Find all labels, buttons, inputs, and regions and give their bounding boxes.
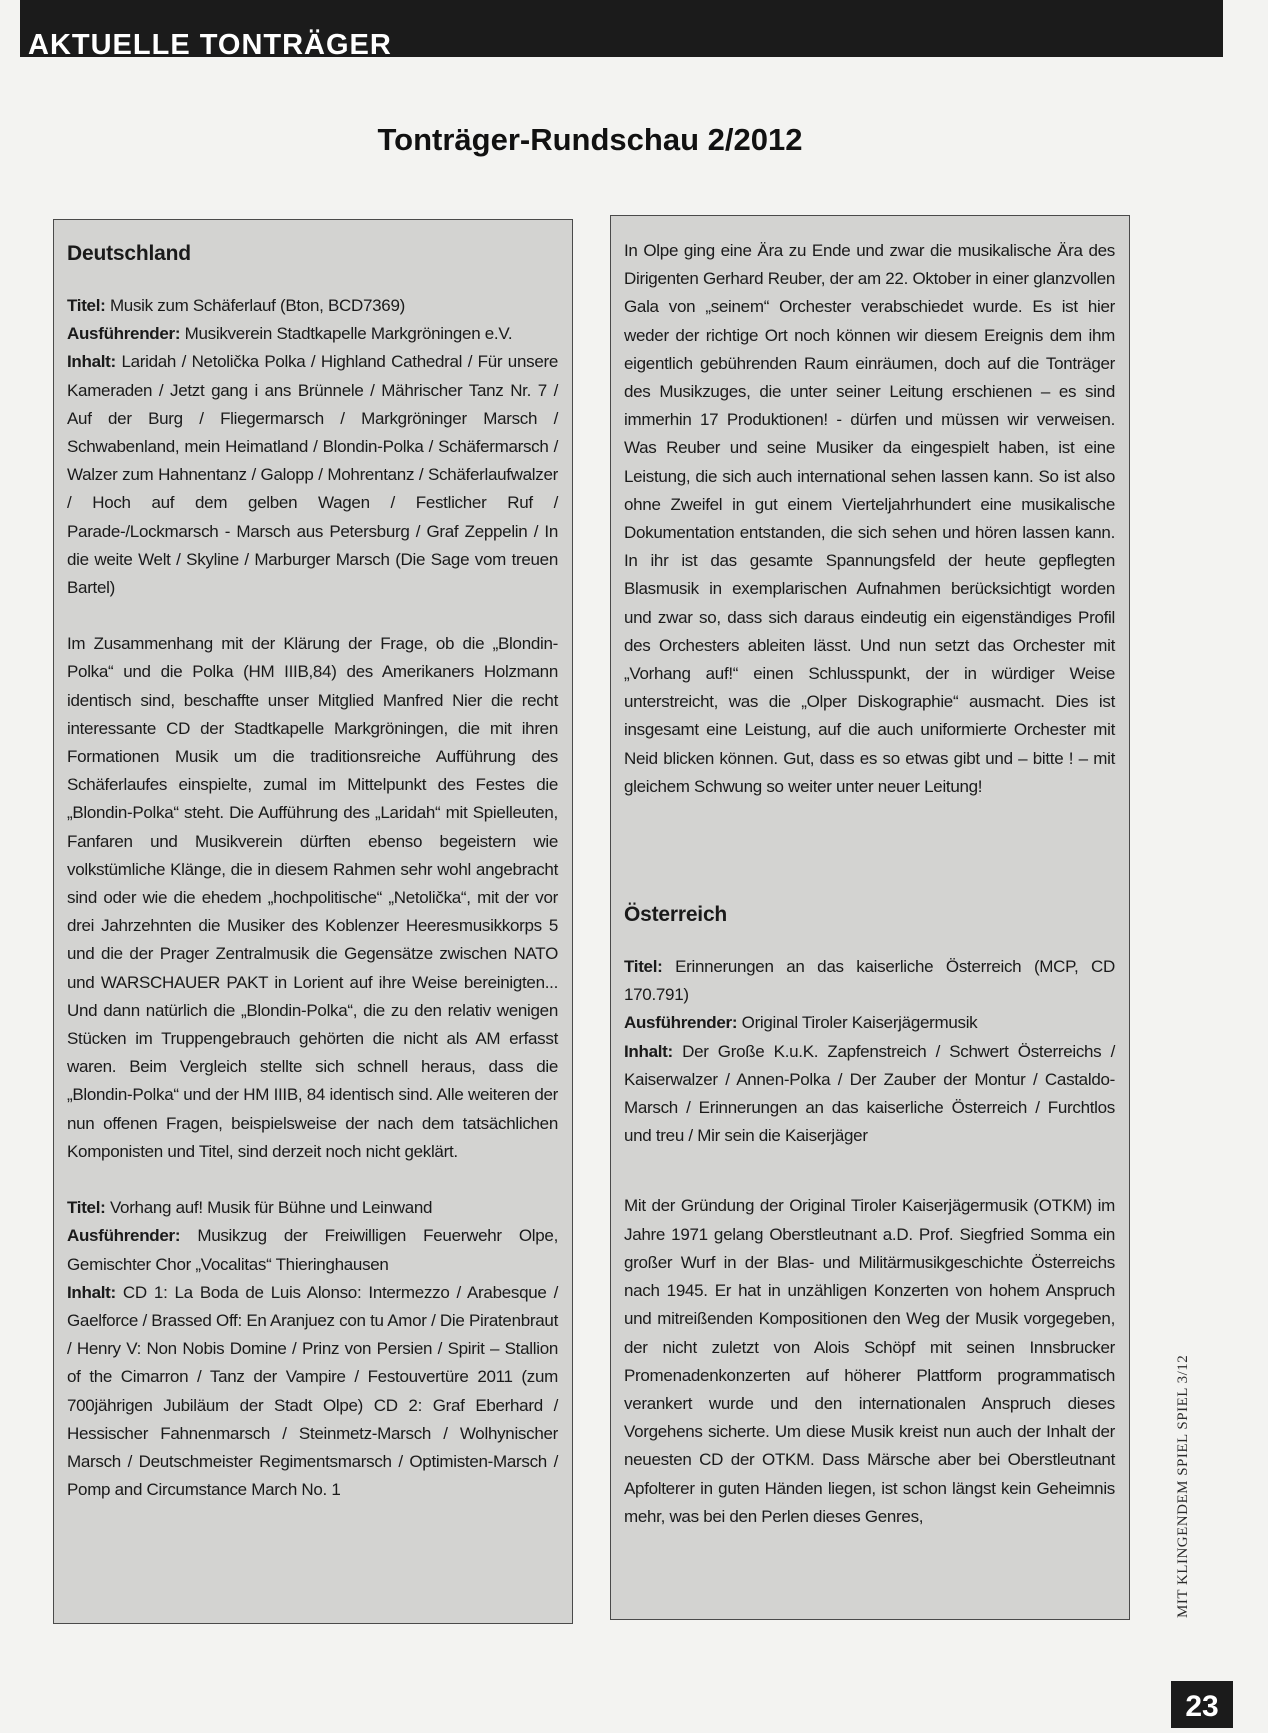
inhalt-value: CD 1: La Boda de Luis Alonso: Intermezzo / Arabesque / Gaelforce / Brassed Off: En Aranjuez con tu Amor / Die Piratenbraut / Henry V: Non Nobis Domine / Prinz von Persien / Spirit – Stallion of the Cimarron / Tanz der Vampire / Festouvertüre 2011 (zum 700jährigen Jubiläum der Stadt Olpe) CD 2: Graf Eberhard / Hessischer Fahnenmarsch / Steinmetz-Marsch / Wolhynischer Marsch / Deutschmeister Regimentsmarsch / Optimisten-Marsch / Pomp and Circumstance March No. 1 — [67, 1282, 558, 1500]
right-column-box — [610, 215, 1130, 1620]
inhalt-label: Inhalt: — [624, 1041, 673, 1061]
left-column-box — [53, 219, 573, 1624]
ausfuehrender-value: Musikzug der Freiwilligen Feuerwehr Olpe, Gemischter Chor „Vocalitas“ Thieringhausen — [67, 1226, 558, 1274]
titel-label: Titel: — [67, 296, 106, 315]
ausfuehrender-value: Musikverein Stadtkapelle Markgröningen e.V. — [180, 324, 513, 344]
inhalt-label: Inhalt: — [67, 1282, 116, 1302]
review-otkm: Mit der Gründung der Original Tiroler Kaiserjägermusik (OTKM) im Jahre 1971 gelang Oberstleutnant a.D. Prof. Siegfried Somma ein großer Wurf in der Blas- und Militärmusikgeschichte Österreichs nach 1945. Er hat in unzähligen Konzerten von hohem Anspruch und mitreißenden Kompositionen den Weg der Musik vorgegeben, der nicht zuletzt von Alois Schöpf mit seinen Innsbrucker Promenadenkonzerten auf höherer Plattform programmatisch verankert wurde und den internationalen Anspruch dieses Vorgehens sicherte. Um diese Musik kreist nun auch der Inhalt der neuesten CD der OTKM. Dass Märsche aber bei Oberstleutnant Apfolterer in guten Händen liegen, ist schon längst kein Geheimnis mehr, was bei den Perlen dieses Genres, — [624, 1196, 1115, 1526]
ausfuehrender-value: Original Tiroler Kaiserjägermusik — [737, 1013, 978, 1033]
review-blondin-polka: Im Zusammenhang mit der Klärung der Frage, ob die „Blondin-Polka“ und die Polka (HM IIIB,84) des Amerikaners Holzmann identisch sind, beschaffte unser Mitglied Manfred Nier die recht interessante CD der Stadtkapelle Markgröningen, die mit ihren Formationen Musik um die traditionsreiche Aufführung des Schäferlaufes einspielte, zumal im Mittelpunkt des Festes die „Blondin-Polka“ steht. Die Aufführung des „Laridah“ mit Spielleuten, Fanfaren und Musikverein dürften ebenso begeistern wie volkstümliche Klänge, die in diesem Rahmen sehr wohl angebracht sind oder wie die ehedem „hochpolitische“ „Netolička“, mit der vor drei Jahrzehnten die Musiker des Koblenzer Heeresmusikkorps 5 und die der Prager Zentralmusik die Gegensätze zwischen NATO und WARSCHAUER PAKT in Lorient auf ihre Weise bereinigten... Und dann natürlich die „Blondin-Polka“, die zu den relativ wenigen Stücken im Truppengebrauch gehörten die nicht als AM erfasst waren. Beim Vergleich stellte sich schnell heraus, dass die „Blondin-Polka“ und der HM IIIB, 84 identisch sind. Alle weiteren der nun offenen Fragen, beispielsweise der nach dem tatsächlichen Komponisten und Titel, sind derzeit noch nicht geklärt. — [67, 634, 558, 1161]
publication-side-text: MIT KLINGENDEM SPIEL SPIEL 3/12 — [1175, 1354, 1191, 1618]
country-heading-oesterreich: Österreich — [624, 903, 728, 927]
country-heading-deutschland: Deutschland — [67, 242, 191, 265]
inhalt-value: Der Große K.u.K. Zapfenstreich / Schwert Österreichs / Kaiserwalzer / Annen-Polka / Der Zauber der Montur / Castaldo-Marsch / Erinnerungen an das kaiserliche Österreich / Furchtlos und treu / Mir sein die Kaiserjäger — [624, 1041, 1115, 1146]
titel-label: Titel: — [624, 957, 663, 977]
ausfuehrender-label: Ausführender: — [624, 1013, 738, 1033]
review-olpe: In Olpe ging eine Ära zu Ende und zwar die musikalische Ära des Dirigenten Gerhard Reuber, der am 22. Oktober in einer glanzvollen Gala von „seinem“ Orchester verabschiedet wurde. Es ist hier weder der richtige Ort noch können wir diesem Ereignis dem ihm eigentlich gebührenden Raum einräumen, doch auf die Tonträger des Musikzuges, die unter seiner Leitung erschienen – es sind immerhin 17 Produktionen! - dürfen und müssen wir verweisen. Was Reuber und seine Musiker da eingespielt haben, ist eine Leistung, die sich auch international sehen lassen kann. So ist also ohne Zweifel in gut einem Vierteljahrhundert eine musikalische Dokumentation entstanden, die sich sehen und hören lassen kann. In ihr ist das gesamte Spannungsfeld der heute gepflegten Blasmusik in exemplarischen Aufnahmen berücksichtigt worden und zwar so, dass sich daraus eindeutig ein eigenständiges Profil des Orchesters ableiten lässt. Und nun setzt das Orchester mit „Vorhang auf!“ einen Schlusspunkt, der in würdiger Weise unterstreicht, was die „Olper Diskographie“ ausmacht. Dies ist insgesamt eine Leistung, auf die auch uniformierte Orchester mit Neid blicken können. Gut, dass es so etwas gibt und – bitte ! – mit gleichem Schwung so weiter unter neuer Leitung! — [624, 241, 1115, 796]
section-label: AKTUELLE TONTRÄGER — [28, 29, 392, 61]
inhalt-value: Laridah / Netolička Polka / Highland Cathedral / Für unsere Kameraden / Jetzt gang i ans Brünnele / Mährischer Tanz Nr. 7 / Auf der Burg / Fliegermarsch / Markgröninger Marsch / Schwabenland, mein Heimatland / Blondin-Polka / Schäfermarsch / Walzer zum Hahnentanz / Galopp / Mohrentanz / Schäferlaufwalzer / Hoch auf dem gelben Wagen / Festlicher Ruf / Parade-/Lockmarsch - Marsch aus Petersburg / Graf Zeppelin / In die weite Welt / Skyline / Marburger Marsch (Die Sage vom treuen Bartel) — [67, 352, 558, 598]
entry-kaiserliches-oesterreich — [624, 953, 1115, 1150]
inhalt-label: Inhalt: — [67, 352, 116, 372]
ausfuehrender-label: Ausführender: — [67, 324, 181, 344]
ausfuehrender-label: Ausführender: — [67, 1226, 181, 1246]
entry-musik-zum-schaeferlauf — [67, 292, 558, 602]
titel-value: Vorhang auf! Musik für Bühne und Leinwand — [105, 1198, 433, 1218]
page-number: 23 — [1171, 1681, 1233, 1728]
titel-value: Musik zum Schäferlauf (Bton, BCD7369) — [105, 296, 405, 315]
page-title: Tonträger-Rundschau 2/2012 — [377, 122, 803, 157]
titel-label: Titel: — [67, 1198, 106, 1218]
titel-value: Erinnerungen an das kaiserliche Österreich (MCP, CD 170.791) — [624, 957, 1115, 1005]
entry-vorhang-auf — [67, 1194, 558, 1504]
